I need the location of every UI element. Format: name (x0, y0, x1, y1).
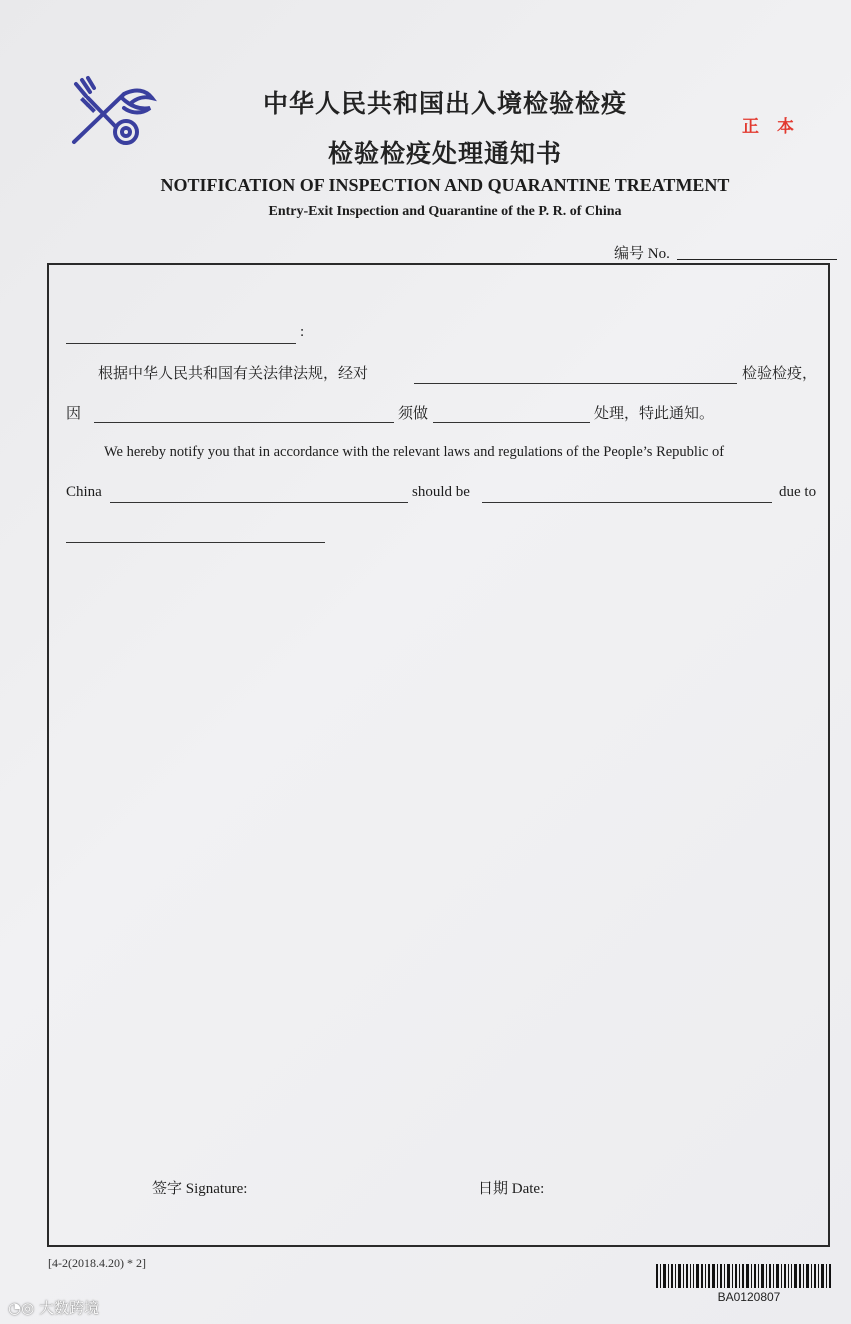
barcode-image (656, 1264, 832, 1288)
watermark-text: 大数跨境 (38, 1299, 99, 1317)
en-treatment-field[interactable] (482, 502, 772, 503)
cn-line2-start: 因 (66, 406, 82, 422)
cn-reason-field[interactable] (94, 422, 394, 423)
title-chinese-agency: 中华人民共和国出入境检验检疫 (262, 89, 627, 118)
title-chinese-notice: 检验检疫处理通知书 (327, 139, 562, 168)
addressee-field[interactable] (66, 343, 296, 344)
document-number-field[interactable] (677, 259, 837, 260)
signature-label: 签字 Signature: (152, 1181, 248, 1197)
en-line2-end: due to (779, 484, 817, 500)
cn-line1-end: 检验检疫， (742, 366, 818, 382)
date-label: 日期 Date: (478, 1181, 545, 1197)
en-reason-field[interactable] (66, 542, 325, 543)
watermark (8, 1297, 99, 1318)
en-goods-field[interactable] (110, 502, 408, 503)
cn-line1-start: 根据中华人民共和国有关法律法规，经对 (98, 366, 369, 382)
form-code: [4-2(2018.4.20) * 2] (48, 1256, 146, 1270)
document-number-label: 编号 No. (614, 246, 670, 262)
en-line2-start: China (66, 484, 102, 500)
addressee-colon: : (300, 324, 305, 340)
customs-emblem-logo (66, 70, 158, 156)
barcode-number: BA0120807 (717, 1290, 781, 1304)
title-english: NOTIFICATION OF INSPECTION AND QUARANTINE TREATMENT (160, 175, 730, 195)
cn-line2-end: 处理，特此通知。 (594, 406, 715, 422)
cn-line2-mid: 须做 (398, 406, 429, 422)
subtitle-english: Entry-Exit Inspection and Quarantine of the P. R. of China (268, 204, 622, 219)
inspected-goods-field[interactable] (414, 383, 737, 384)
cn-treatment-field[interactable] (433, 422, 590, 423)
en-line1: We hereby notify you that in accordance with the relevant laws and regulations of the People’s Republic of (104, 444, 725, 460)
watermark-logo-icon: ◔◎ (8, 1299, 35, 1317)
en-line2-mid: should be (412, 484, 470, 500)
original-copy-mark: 正本 (742, 117, 812, 137)
